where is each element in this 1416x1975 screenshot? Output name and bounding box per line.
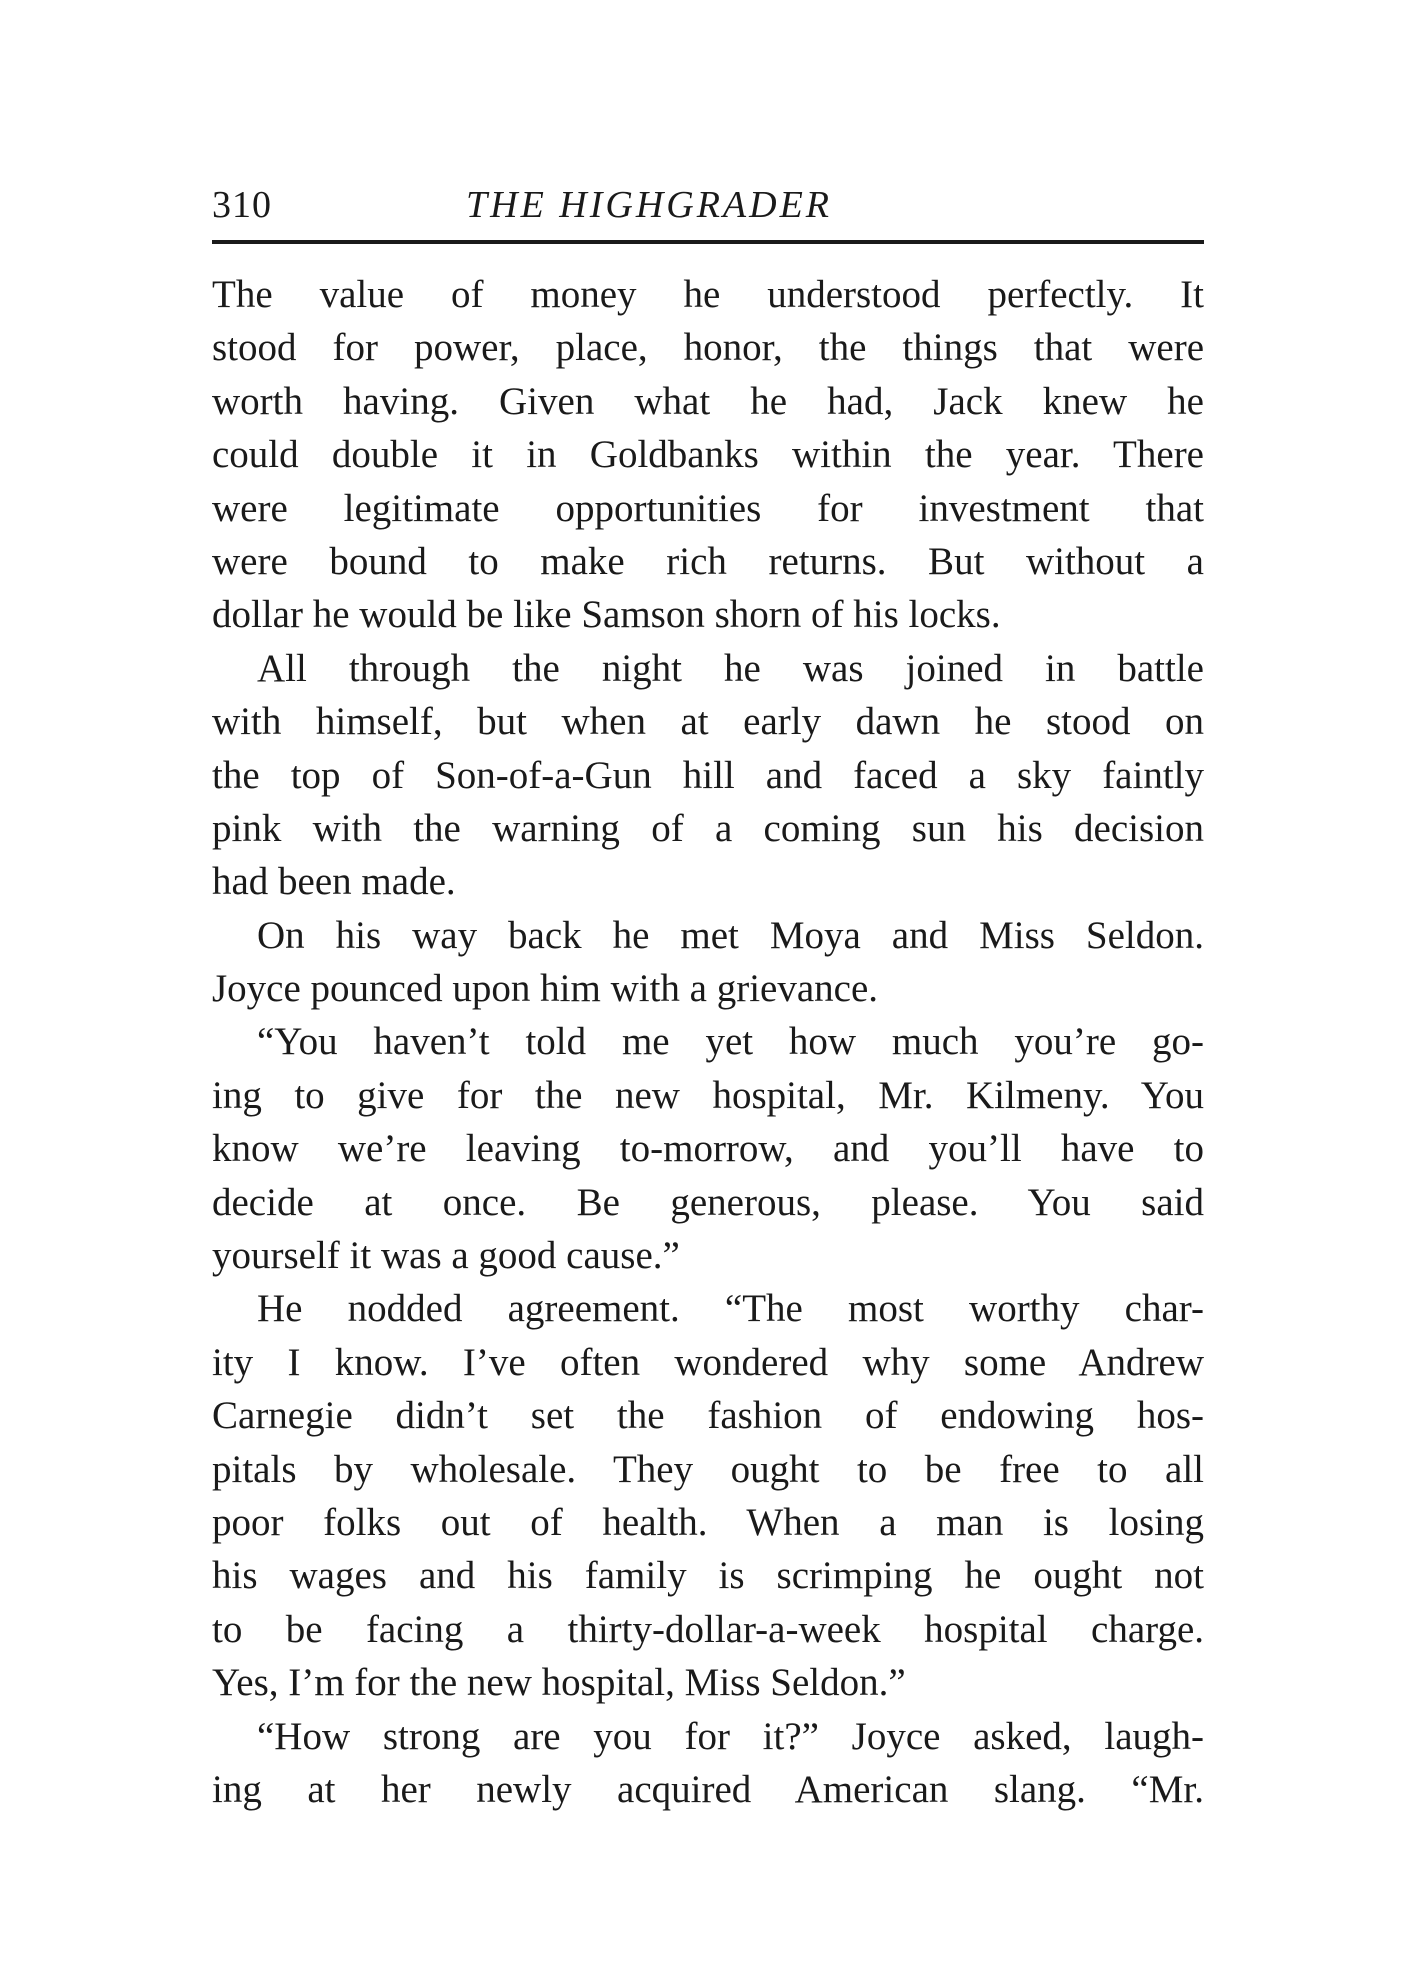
text-line: Yes, I’m for the new hospital, Miss Seldon.” [212,1661,906,1705]
text-line: Carnegie didn’t set the fashion of endowing hos- [212,1394,1204,1438]
running-title: THE HIGHGRADER [466,184,833,226]
text-line: dollar he would be like Samson shorn of his locks. [212,593,1001,637]
text-line: “How strong are you for it?” Joyce asked, laugh- [257,1714,1204,1758]
text-line: “You haven’t told me yet how much you’re go- [257,1020,1204,1064]
text-line: to be facing a thirty-dollar-a-week hospital charge. [212,1607,1204,1651]
text-line: were legitimate opportunities for investment that [212,486,1204,530]
text-line: stood for power, place, honor, the things that were [212,326,1204,370]
text-line: his wages and his family is scrimping he ought not [212,1554,1204,1598]
text-line: pink with the warning of a coming sun his decision [212,806,1204,850]
running-head [212,183,1204,239]
text-line: ity I know. I’ve often wondered why some Andrew [212,1340,1204,1384]
text-line: know we’re leaving to-morrow, and you’ll have to [212,1127,1204,1171]
text-line: ing at her newly acquired American slang. “Mr. [212,1767,1204,1811]
text-line: the top of Son-of-a-Gun hill and faced a sky faintly [212,753,1204,797]
text-line: pitals by wholesale. They ought to be free to all [212,1447,1204,1491]
text-line: yourself it was a good cause.” [212,1234,680,1278]
text-line: Joyce pounced upon him with a grievance. [212,967,879,1011]
text-line: All through the night he was joined in battle [257,646,1204,690]
text-line: decide at once. Be generous, please. You said [212,1180,1204,1224]
text-line: worth having. Given what he had, Jack knew he [212,379,1204,423]
text-line: poor folks out of health. When a man is losing [212,1500,1204,1544]
body-text [212,268,1204,1816]
page-number: 310 [212,184,272,226]
header-rule [212,240,1204,244]
text-line: were bound to make rich returns. But without a [212,539,1204,583]
text-line: could double it in Goldbanks within the year. There [212,433,1204,477]
text-line: had been made. [212,860,456,904]
text-line: The value of money he understood perfectly. It [212,273,1204,316]
text-line: with himself, but when at early dawn he stood on [212,700,1204,744]
text-line: ing to give for the new hospital, Mr. Kilmeny. You [212,1073,1204,1117]
text-line: He nodded agreement. “The most worthy char- [257,1287,1204,1331]
text-line: On his way back he met Moya and Miss Seldon. [257,913,1204,957]
